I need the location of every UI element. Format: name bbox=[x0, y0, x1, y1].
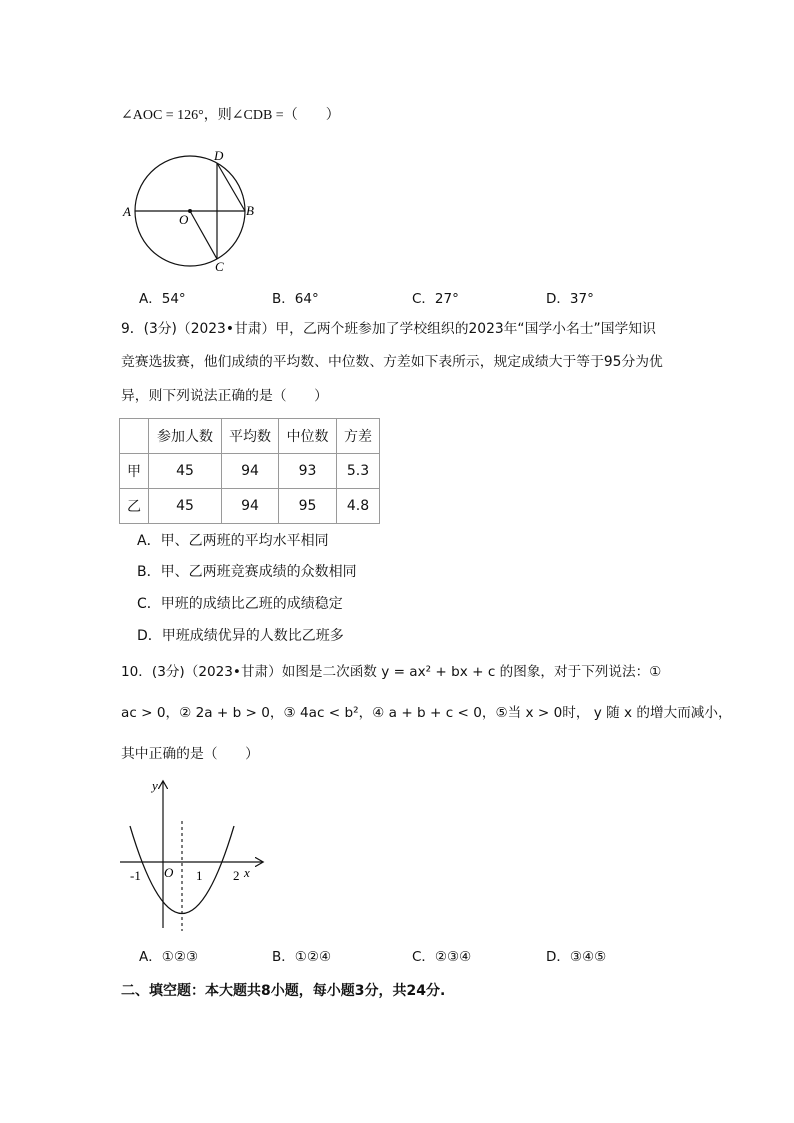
label-b: B bbox=[246, 203, 254, 218]
q10-line-3: 其中正确的是（ ） bbox=[121, 746, 259, 762]
q10-option-b: B．①②④ bbox=[272, 949, 332, 965]
segment-oc bbox=[190, 211, 217, 259]
label-c: C bbox=[215, 259, 224, 274]
label-origin: O bbox=[164, 865, 174, 880]
table-header-cell bbox=[120, 419, 149, 454]
q10-option-d: D．③④⑤ bbox=[546, 949, 607, 965]
table-cell: 93 bbox=[279, 454, 337, 489]
q8-option-a: A．54° bbox=[139, 291, 186, 307]
table-cell: 甲 bbox=[120, 454, 149, 489]
table-header-cell: 方差 bbox=[337, 419, 380, 454]
q9-line-1: 9．(3分)（2023•甘肃）甲，乙两个班参加了学校组织的2023年“国学小名士”国学知识 bbox=[121, 321, 656, 337]
table-cell: 95 bbox=[279, 489, 337, 524]
section-heading: 二、填空题：本大题共8小题，每小题3分，共24分. bbox=[121, 983, 446, 999]
q10-parabola-graph bbox=[116, 776, 266, 936]
table-cell: 94 bbox=[222, 489, 279, 524]
label-one: 1 bbox=[196, 868, 203, 883]
q10-line-1: 10．(3分)（2023•甘肃）如图是二次函数 y = ax² + bx + c 的图象，对于下列说法：① bbox=[121, 664, 662, 680]
q10-line-2: ac > 0，② 2a + b > 0，③ 4ac < b²，④ a + b + c < 0，⑤当 x > 0时， y 随 x 的增大而减小， bbox=[121, 705, 732, 721]
q8-stem-tail: ∠AOC = 126°，则∠CDB =（ ） bbox=[121, 108, 340, 123]
label-two: 2 bbox=[233, 868, 240, 883]
q8-option-b: B．64° bbox=[272, 291, 319, 307]
label-neg1: -1 bbox=[130, 868, 141, 883]
center-dot bbox=[188, 209, 192, 213]
q9-option-c: C．甲班的成绩比乙班的成绩稳定 bbox=[137, 596, 343, 612]
table-cell: 94 bbox=[222, 454, 279, 489]
label-x: x bbox=[244, 865, 250, 880]
table-cell: 45 bbox=[149, 454, 222, 489]
q9-option-a: A．甲、乙两班的平均水平相同 bbox=[137, 533, 329, 549]
q9-option-d: D．甲班成绩优异的人数比乙班多 bbox=[137, 628, 344, 644]
table-header-cell: 平均数 bbox=[222, 419, 279, 454]
table-header-row bbox=[120, 419, 380, 454]
q9-line-2: 竞赛选拔赛，他们成绩的平均数、中位数、方差如下表所示，规定成绩大于等于95分为优 bbox=[121, 354, 663, 370]
label-d: D bbox=[214, 148, 224, 163]
q8-circle-figure bbox=[118, 146, 268, 276]
q9-option-b: B．甲、乙两班竞赛成绩的众数相同 bbox=[137, 564, 357, 580]
label-o: O bbox=[179, 212, 189, 227]
table-cell: 4.8 bbox=[337, 489, 380, 524]
table-cell: 乙 bbox=[120, 489, 149, 524]
table-cell: 45 bbox=[149, 489, 222, 524]
table-header-cell: 中位数 bbox=[279, 419, 337, 454]
table-row bbox=[120, 489, 380, 524]
segment-db bbox=[217, 163, 245, 211]
table-header-cell: 参加人数 bbox=[149, 419, 222, 454]
q10-option-a: A．①②③ bbox=[139, 949, 199, 965]
q10-option-c: C．②③④ bbox=[412, 949, 472, 965]
label-a: A bbox=[123, 204, 131, 219]
table-cell: 5.3 bbox=[337, 454, 380, 489]
q9-stats-table bbox=[119, 418, 380, 524]
q9-line-3: 异，则下列说法正确的是（ ） bbox=[121, 388, 328, 404]
label-y: y bbox=[152, 778, 158, 793]
q8-option-c: C．27° bbox=[412, 291, 459, 307]
q8-option-d: D．37° bbox=[546, 291, 594, 307]
table-row bbox=[120, 454, 380, 489]
